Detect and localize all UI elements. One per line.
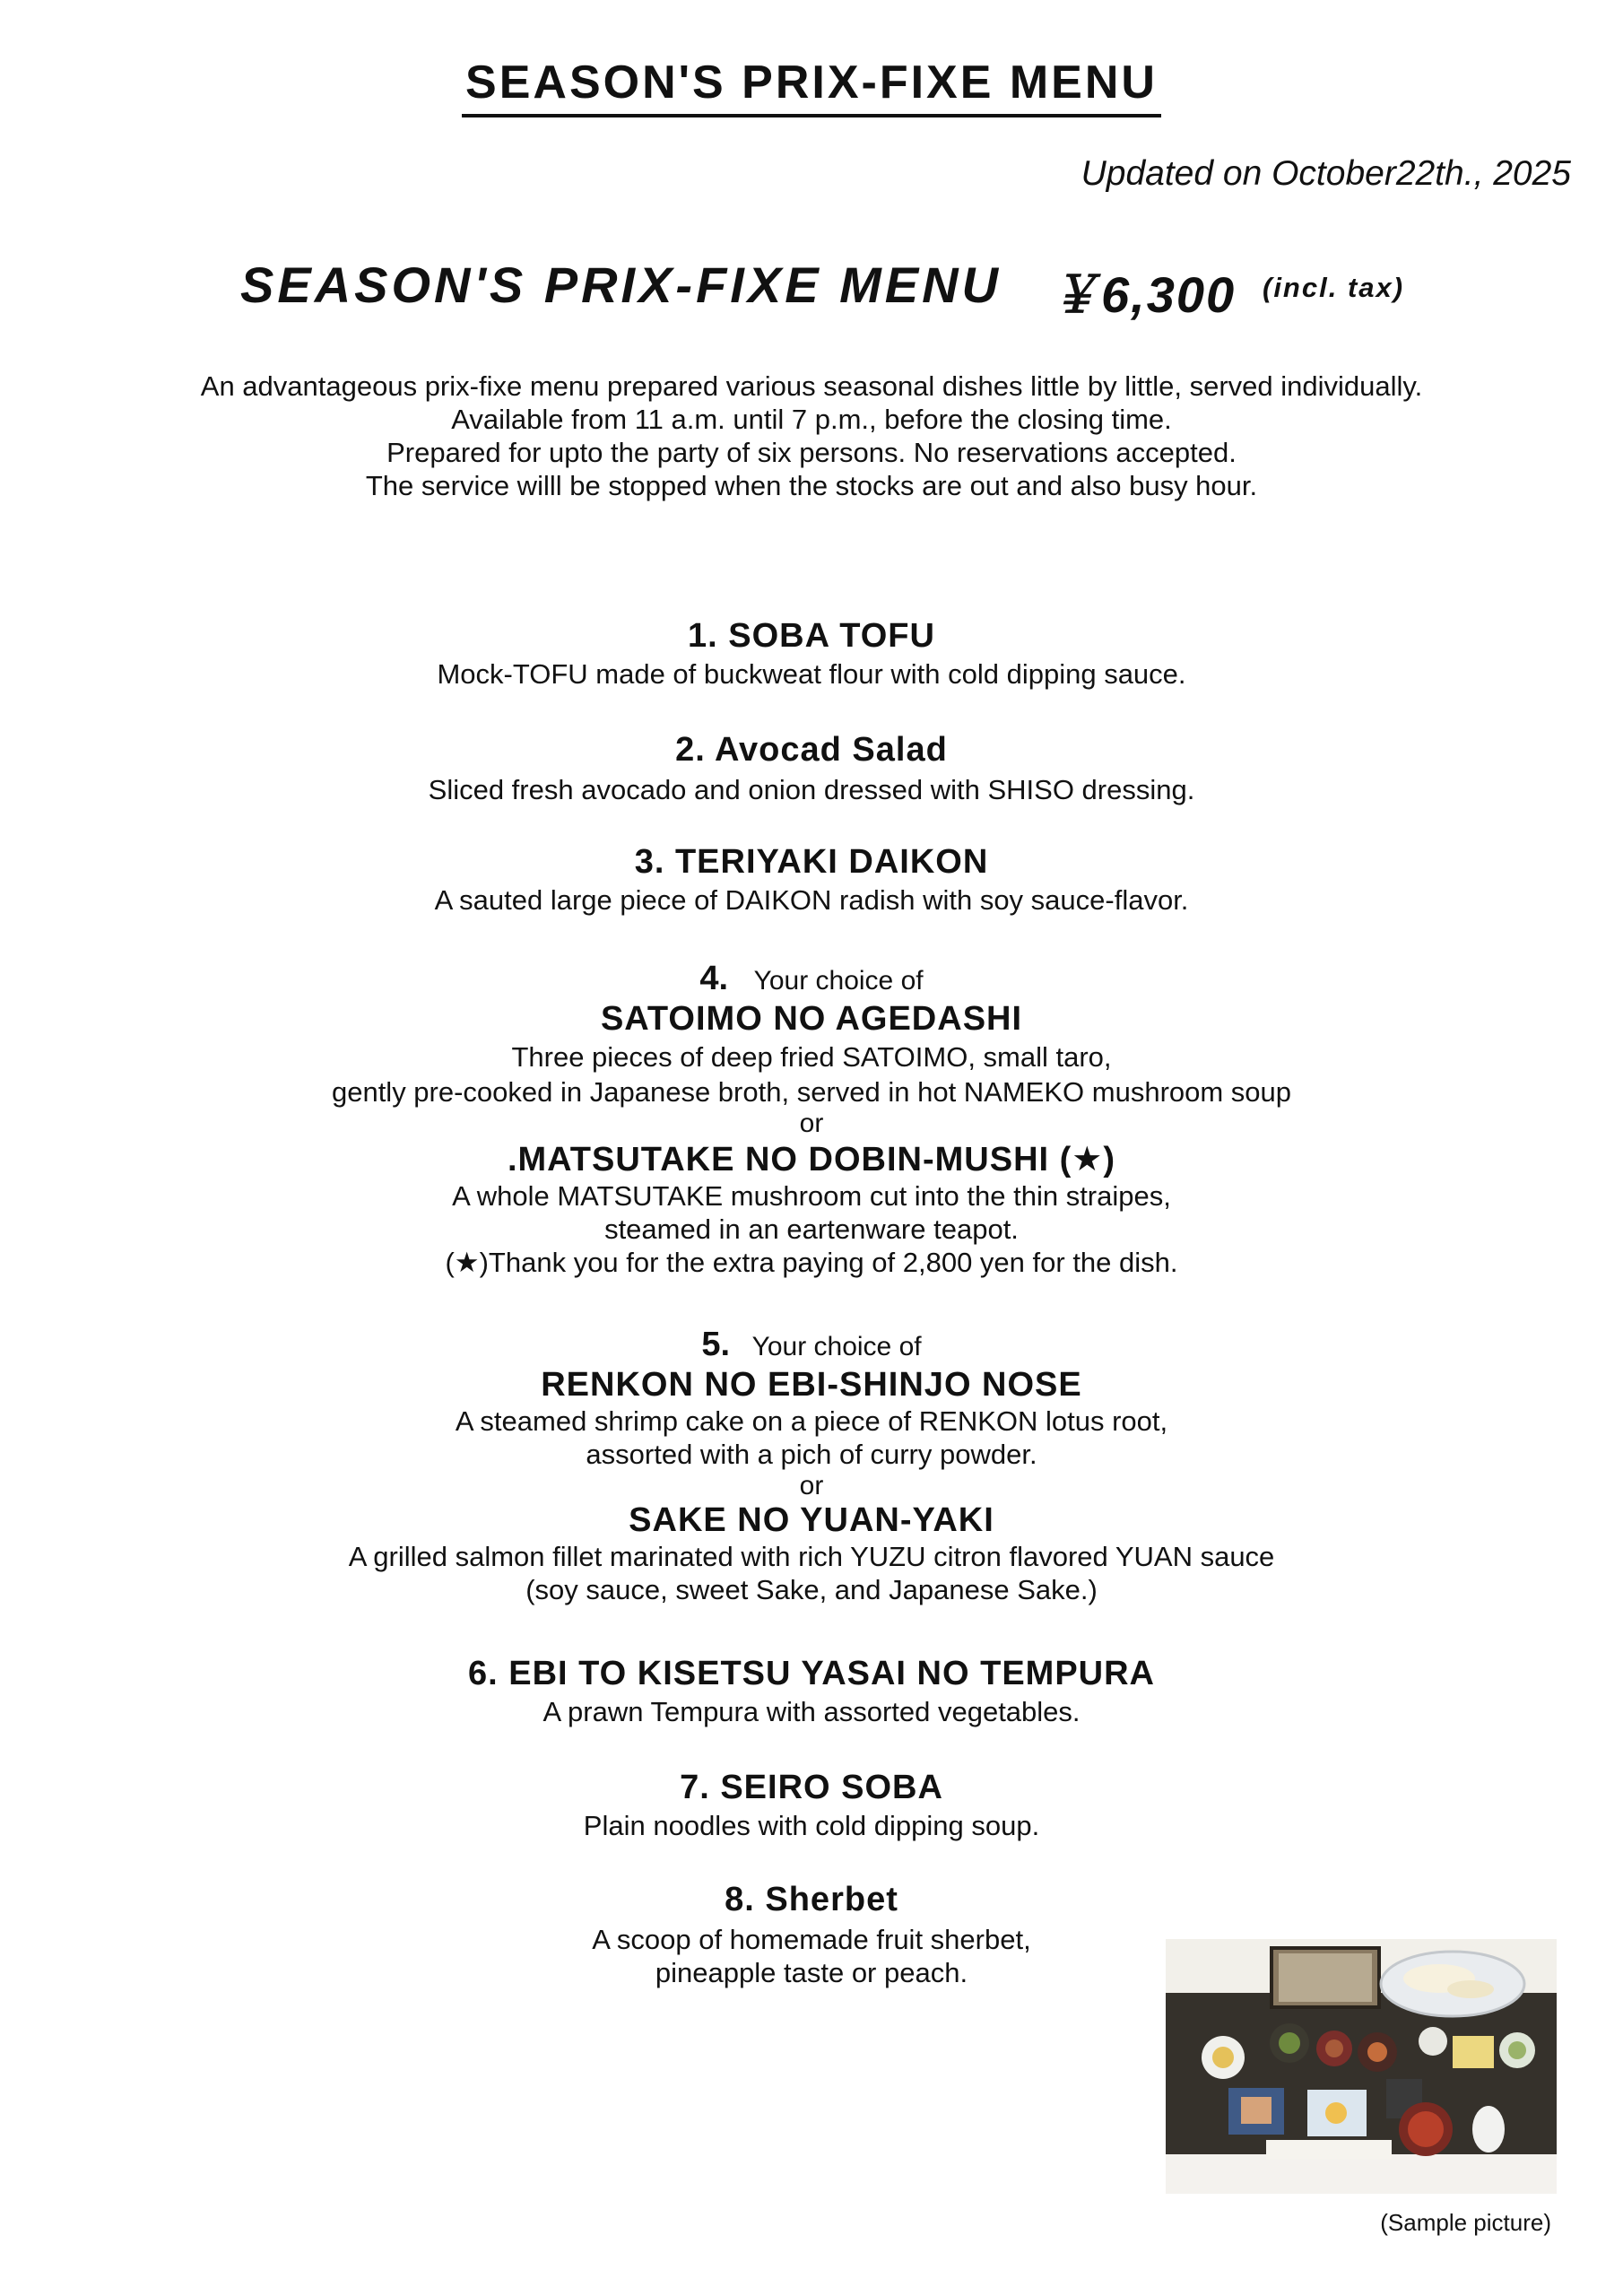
menu-heading-title: SEASON'S PRIX-FIXE MENU [240,257,1002,313]
intro-line: An advantageous prix-fixe menu prepared various seasonal dishes little by little, served individually. [200,370,1423,402]
option-desc: gently pre-cooked in Japanese broth, served in hot NAMEKO mushroom soup [331,1076,1292,1108]
choice-number: 5. [701,1326,731,1363]
menu-item-3 [0,843,1623,917]
option-title: .MATSUTAKE NO DOBIN-MUSHI (★) [507,1141,1116,1178]
menu-price: ￥6,300 [1049,266,1237,323]
menu-item-desc: pineapple taste or peach. [655,1957,968,1988]
option-desc: steamed in an eartenware teapot. [604,1213,1019,1245]
intro-line: The service willl be stopped when the stocks are out and also busy hour. [365,470,1258,501]
document-title-text: SEASON'S PRIX-FIXE MENU [462,57,1161,117]
option-title: SATOIMO NO AGEDASHI [600,1000,1023,1038]
tax-note: (incl. tax) [1263,272,1405,303]
or-separator: or [799,1109,824,1138]
menu-heading [0,256,1623,327]
option-desc: A steamed shrimp cake on a piece of RENKON lotus root, [455,1405,1168,1437]
menu-item-title: 8. Sherbet [725,1881,898,1918]
menu-item-title: 2. Avocad Salad [675,731,948,769]
menu-item-5 [0,1326,1623,1606]
option-title: RENKON NO EBI-SHINJO NOSE [541,1366,1082,1404]
menu-item-4 [0,960,1623,1279]
or-separator: or [799,1471,824,1500]
choice-header [0,1326,1623,1364]
menu-item-desc: A sauted large piece of DAIKON radish with soy sauce-flavor. [434,884,1189,916]
option-desc: (soy sauce, sweet Sake, and Japanese Sake.) [525,1574,1098,1605]
intro-text [0,370,1623,502]
photo-caption: (Sample picture) [1380,2209,1551,2236]
choice-header [0,960,1623,998]
option-desc: Three pieces of deep fried SATOIMO, small taro, [511,1041,1112,1073]
sample-photo [1166,1939,1557,2194]
updated-date: Updated on October22th., 2025 [1081,154,1571,193]
option-desc: assorted with a pich of curry powder. [586,1439,1037,1470]
option-title: SAKE NO YUAN-YAKI [629,1501,994,1539]
menu-item-1 [0,617,1623,691]
menu-item-2 [0,731,1623,806]
menu-item-desc: Plain noodles with cold dipping soup. [583,1810,1040,1841]
menu-item-desc: A prawn Tempura with assorted vegetables. [542,1696,1081,1727]
menu-item-title: 6. EBI TO KISETSU YASAI NO TEMPURA [467,1655,1155,1692]
choice-number: 4. [699,960,729,997]
menu-item-desc: Mock-TOFU made of buckweat flour with cold dipping sauce. [437,658,1186,690]
intro-line: Available from 11 a.m. until 7 p.m., before the closing time. [451,404,1172,435]
document-title [0,56,1623,109]
extra-charge-note: (★)Thank you for the extra paying of 2,800 yen for the dish. [445,1247,1178,1278]
option-desc: A grilled salmon fillet marinated with rich YUZU citron flavored YUAN sauce [348,1541,1275,1572]
option-desc: A whole MATSUTAKE mushroom cut into the thin straipes, [452,1180,1171,1212]
intro-line: Prepared for upto the party of six persons. No reservations accepted. [386,437,1237,468]
menu-item-6 [0,1655,1623,1728]
menu-item-desc: A scoop of homemade fruit sherbet, [592,1924,1031,1955]
menu-item-7 [0,1769,1623,1842]
menu-item-desc: Sliced fresh avocado and onion dressed with SHISO dressing. [428,774,1195,805]
choice-label: Your choice of [751,1332,922,1361]
meal-set-illustration [1166,1939,1557,2194]
choice-label: Your choice of [753,966,924,996]
menu-item-title: 3. TERIYAKI DAIKON [634,843,989,881]
menu-item-title: 1. SOBA TOFU [688,617,935,655]
menu-item-title: 7. SEIRO SOBA [680,1769,943,1806]
